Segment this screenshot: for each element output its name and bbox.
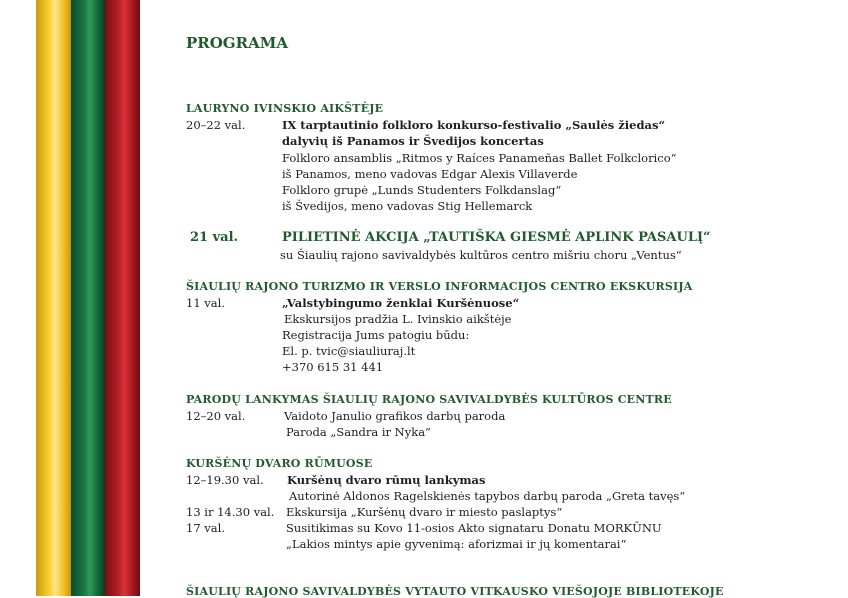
lithuanian-flag-drape: [36, 0, 140, 596]
event-time: 17 val.: [186, 521, 225, 535]
section-heading-laurynas-square: LAURYNO IVINSKIO AIKŠTĖJE: [186, 102, 384, 115]
event-line: Autorinė Aldonos Ragelskienės tapybos darbų paroda „Greta tavęs“: [289, 489, 686, 503]
event-line: iš Panamos, meno vadovas Edgar Alexis Villaverde: [282, 167, 578, 181]
page-title: PROGRAMA: [186, 34, 288, 52]
event-line: iš Švedijos, meno vadovas Stig Hellemarck: [282, 199, 533, 213]
email-link[interactable]: El. p. tvic@siauliuraj.lt: [282, 344, 416, 358]
section-heading-exhibitions: PARODŲ LANKYMAS ŠIAULIŲ RAJONO SAVIVALDYBĖS KULTŪROS CENTRE: [186, 393, 672, 406]
event-time: 21 val.: [190, 230, 239, 245]
event-title: PILIETINĖ AKCIJA „TAUTIŠKA GIESMĖ APLINK PASAULĮ“: [282, 230, 711, 245]
event-time: 12–19.30 val.: [186, 473, 264, 487]
event-line: Kuršėnų dvaro rūmų lankymas: [287, 473, 486, 487]
event-line: „Valstybingumo ženklai Kuršėnuose“: [282, 296, 520, 310]
event-line: Ekskursijos pradžia L. Ivinskio aikštėje: [284, 312, 512, 326]
event-time: 12–20 val.: [186, 409, 246, 423]
event-line: Vaidoto Janulio grafikos darbų paroda: [284, 409, 506, 423]
event-time: 13 ir 14.30 val.: [186, 505, 275, 519]
event-line: Folkloro grupė „Lunds Studenters Folkdanslag“: [282, 183, 562, 197]
section-heading-library: ŠIAULIŲ RAJONO SAVIVALDYBĖS VYTAUTO VITKAUSKO VIEŠOJOJE BIBLIOTEKOJE: [186, 585, 724, 598]
event-time: 20–22 val.: [186, 118, 246, 132]
section-heading-tourism-centre: ŠIAULIŲ RAJONO TURIZMO IR VERSLO INFORMACIJOS CENTRO EKSKURSIJA: [186, 280, 693, 293]
event-line: Ekskursija „Kuršėnų dvaro ir miesto paslaptys“: [286, 505, 563, 519]
event-line: su Šiaulių rajono savivaldybės kultūros centro mišriu choru „Ventus“: [280, 248, 682, 262]
event-line: „Lakios mintys apie gyvenimą: aforizmai ir jų komentarai“: [286, 537, 627, 551]
event-line: Registracija Jums patogiu būdu:: [282, 328, 470, 342]
event-line: Paroda „Sandra ir Nyka“: [286, 425, 431, 439]
event-line: Folkloro ansamblis „Ritmos y Raíces Panameñas Ballet Folkclorico“: [282, 151, 677, 165]
event-line: dalyvių iš Panamos ir Švedijos koncertas: [282, 134, 544, 148]
section-heading-manor: KURŠĖNŲ DVARO RŪMUOSE: [186, 457, 373, 470]
flag-band-green: [71, 0, 106, 596]
event-time: 11 val.: [186, 296, 225, 310]
flag-band-yellow: [36, 0, 71, 596]
event-line: Susitikimas su Kovo 11-osios Akto signataru Donatu MORKŪNU: [286, 521, 662, 535]
flag-band-red: [105, 0, 140, 596]
phone-number: +370 615 31 441: [282, 360, 384, 374]
event-line: IX tarptautinio folkloro konkurso-festivalio „Saulės žiedas“: [282, 118, 666, 132]
